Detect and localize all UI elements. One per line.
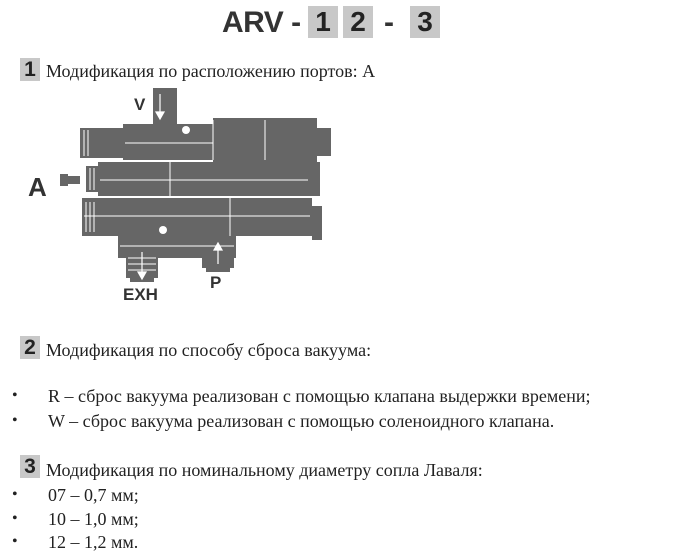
section-3-bullet-1: •	[12, 486, 18, 503]
section-1-number: 1	[20, 58, 40, 81]
model-code-separator: -	[384, 6, 394, 39]
section-3-item-2: 10 – 1,0 мм;	[48, 509, 139, 529]
model-code-box-1: 1	[308, 6, 338, 38]
section-2-item-2: W – сброс вакуума реализован с помощью соленоидного клапана.	[48, 411, 555, 431]
port-layout-a-label: A	[28, 172, 47, 202]
port-layout-diagram	[20, 88, 350, 310]
section-3-number: 3	[20, 455, 40, 478]
section-2-heading: Модификация по способу сброса вакуума:	[46, 340, 372, 360]
port-p-label: P	[210, 273, 222, 292]
port-exh-label: EXH	[123, 285, 158, 304]
section-3-bullet-3: •	[12, 533, 18, 550]
model-code-box-2: 2	[343, 6, 373, 38]
section-2-item-1: R – сброс вакуума реализован с помощью клапана выдержки времени;	[48, 386, 591, 406]
port-v-label: V	[134, 95, 146, 114]
section-2-bullet-2: •	[12, 412, 18, 429]
section-2-bullet-1: •	[12, 387, 18, 404]
section-3-bullet-2: •	[12, 510, 18, 527]
section-3-item-1: 07 – 0,7 мм;	[48, 485, 139, 505]
section-2-number: 2	[20, 336, 40, 359]
model-code-header	[0, 4, 690, 44]
model-code-prefix: ARV -	[222, 6, 301, 39]
section-1-heading: Модификация по расположению портов: А	[46, 61, 376, 81]
section-3-item-3: 12 – 1,2 мм.	[48, 532, 139, 552]
model-code-box-3: 3	[410, 6, 440, 38]
valve-block-drawing	[20, 88, 350, 310]
section-3-heading: Модификация по номинальному диаметру сопла Лаваля:	[46, 460, 483, 480]
